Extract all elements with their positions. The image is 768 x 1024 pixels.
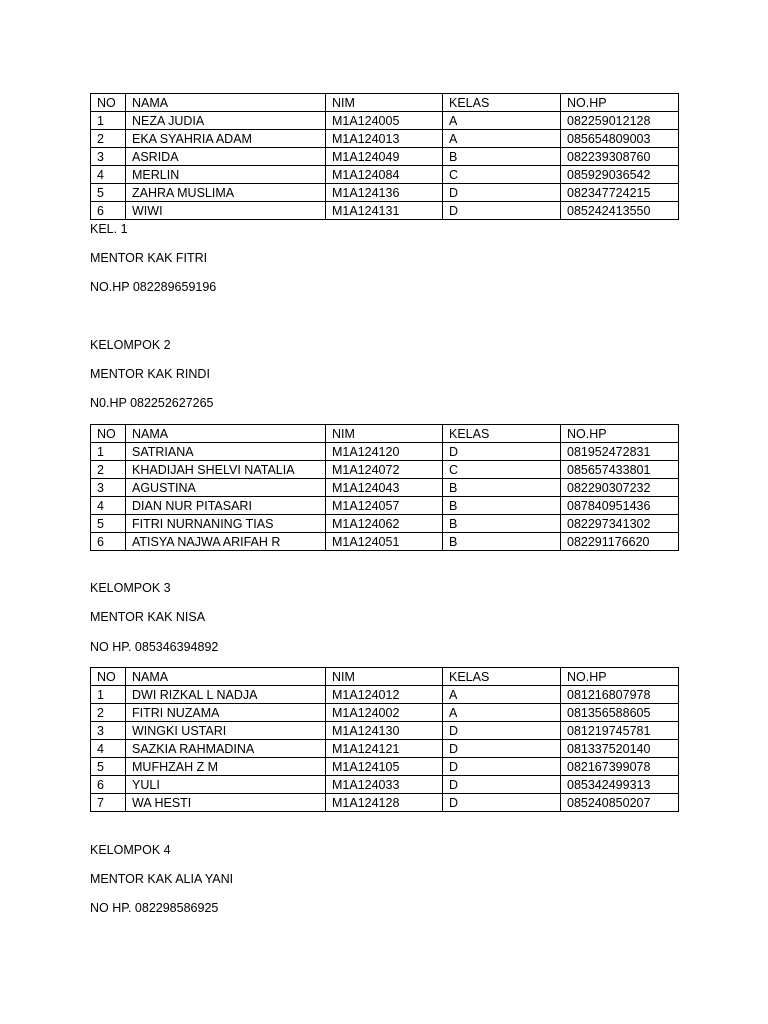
table-row <box>91 758 679 776</box>
table-row <box>91 184 679 202</box>
group-1-table <box>90 93 679 220</box>
nama-cell: KHADIJAH SHELVI NATALIA <box>126 461 326 479</box>
nama-cell: DWI RIZKAL L NADJA <box>126 686 326 704</box>
kelas-cell: B <box>443 515 561 533</box>
table-header-row <box>91 425 679 443</box>
group-3-table <box>90 667 679 812</box>
column-header-nohp: NO.HP <box>561 94 679 112</box>
nama-cell: YULI <box>126 776 326 794</box>
kelas-cell: D <box>443 758 561 776</box>
kelas-cell: B <box>443 148 561 166</box>
nohp-cell: 085242413550 <box>561 202 679 220</box>
group-1-phone: NO.HP 082289659196 <box>90 280 217 294</box>
nim-cell: M1A124105 <box>326 758 443 776</box>
column-header-nama: NAMA <box>126 668 326 686</box>
nim-cell: M1A124012 <box>326 686 443 704</box>
no-cell: 1 <box>91 443 126 461</box>
group-1-mentor: MENTOR KAK FITRI <box>90 251 208 265</box>
column-header-no: NO <box>91 94 126 112</box>
column-header-nim: NIM <box>326 94 443 112</box>
group-2-title: KELOMPOK 2 <box>90 338 171 352</box>
column-header-nama: NAMA <box>126 425 326 443</box>
column-header-no: NO <box>91 668 126 686</box>
nama-cell: DIAN NUR PITASARI <box>126 497 326 515</box>
nim-cell: M1A124049 <box>326 148 443 166</box>
table-row <box>91 130 679 148</box>
nim-cell: M1A124121 <box>326 740 443 758</box>
no-cell: 1 <box>91 686 126 704</box>
no-cell: 7 <box>91 794 126 812</box>
kelas-cell: D <box>443 443 561 461</box>
table-header-row <box>91 668 679 686</box>
table-row <box>91 479 679 497</box>
column-header-nim: NIM <box>326 668 443 686</box>
nim-cell: M1A124072 <box>326 461 443 479</box>
table-row <box>91 443 679 461</box>
nama-cell: WINGKI USTARI <box>126 722 326 740</box>
nama-cell: AGUSTINA <box>126 479 326 497</box>
kelas-cell: A <box>443 130 561 148</box>
column-header-kelas: KELAS <box>443 425 561 443</box>
table-row <box>91 148 679 166</box>
table-row <box>91 112 679 130</box>
group-3-mentor: MENTOR KAK NISA <box>90 610 206 624</box>
nama-cell: NEZA JUDIA <box>126 112 326 130</box>
no-cell: 2 <box>91 130 126 148</box>
kelas-cell: B <box>443 479 561 497</box>
nim-cell: M1A124033 <box>326 776 443 794</box>
nim-cell: M1A124084 <box>326 166 443 184</box>
nim-cell: M1A124131 <box>326 202 443 220</box>
no-cell: 3 <box>91 479 126 497</box>
nohp-cell: 081219745781 <box>561 722 679 740</box>
kelas-cell: D <box>443 776 561 794</box>
kelas-cell: A <box>443 112 561 130</box>
table-row <box>91 794 679 812</box>
group-2-phone: N0.HP 082252627265 <box>90 396 214 410</box>
column-header-nim: NIM <box>326 425 443 443</box>
kelas-cell: B <box>443 533 561 551</box>
table-row <box>91 704 679 722</box>
kelas-cell: A <box>443 686 561 704</box>
kelas-cell: C <box>443 461 561 479</box>
group-3-title: KELOMPOK 3 <box>90 581 171 595</box>
nohp-cell: 082291176620 <box>561 533 679 551</box>
nim-cell: M1A124128 <box>326 794 443 812</box>
group-3-phone: NO HP. 085346394892 <box>90 640 219 654</box>
column-header-nama: NAMA <box>126 94 326 112</box>
group-1-label: KEL. 1 <box>90 222 128 236</box>
group-4-title: KELOMPOK 4 <box>90 843 171 857</box>
nama-cell: EKA SYAHRIA ADAM <box>126 130 326 148</box>
group-4-phone: NO HP. 082298586925 <box>90 901 219 915</box>
no-cell: 6 <box>91 202 126 220</box>
column-header-nohp: NO.HP <box>561 668 679 686</box>
nama-cell: ATISYA NAJWA ARIFAH R <box>126 533 326 551</box>
nohp-cell: 082259012128 <box>561 112 679 130</box>
nim-cell: M1A124043 <box>326 479 443 497</box>
nohp-cell: 081216807978 <box>561 686 679 704</box>
no-cell: 3 <box>91 722 126 740</box>
nama-cell: FITRI NURNANING TIAS <box>126 515 326 533</box>
no-cell: 6 <box>91 776 126 794</box>
no-cell: 5 <box>91 515 126 533</box>
nim-cell: M1A124120 <box>326 443 443 461</box>
table-row <box>91 533 679 551</box>
nohp-cell: 082167399078 <box>561 758 679 776</box>
no-cell: 5 <box>91 758 126 776</box>
no-cell: 2 <box>91 704 126 722</box>
nama-cell: SAZKIA RAHMADINA <box>126 740 326 758</box>
nama-cell: SATRIANA <box>126 443 326 461</box>
table-row <box>91 686 679 704</box>
kelas-cell: D <box>443 794 561 812</box>
group-2-mentor: MENTOR KAK RINDI <box>90 367 210 381</box>
nim-cell: M1A124051 <box>326 533 443 551</box>
kelas-cell: A <box>443 704 561 722</box>
nim-cell: M1A124002 <box>326 704 443 722</box>
nohp-cell: 082239308760 <box>561 148 679 166</box>
column-header-kelas: KELAS <box>443 94 561 112</box>
nim-cell: M1A124062 <box>326 515 443 533</box>
no-cell: 5 <box>91 184 126 202</box>
column-header-nohp: NO.HP <box>561 425 679 443</box>
column-header-kelas: KELAS <box>443 668 561 686</box>
no-cell: 4 <box>91 166 126 184</box>
kelas-cell: D <box>443 184 561 202</box>
table-row <box>91 776 679 794</box>
nama-cell: ASRIDA <box>126 148 326 166</box>
kelas-cell: C <box>443 166 561 184</box>
column-header-no: NO <box>91 425 126 443</box>
nohp-cell: 081952472831 <box>561 443 679 461</box>
nohp-cell: 082290307232 <box>561 479 679 497</box>
table-row <box>91 461 679 479</box>
kelas-cell: D <box>443 202 561 220</box>
nohp-cell: 085929036542 <box>561 166 679 184</box>
nama-cell: MUFHZAH Z M <box>126 758 326 776</box>
nama-cell: WA HESTI <box>126 794 326 812</box>
kelas-cell: D <box>443 722 561 740</box>
nim-cell: M1A124130 <box>326 722 443 740</box>
no-cell: 4 <box>91 497 126 515</box>
kelas-cell: B <box>443 497 561 515</box>
nama-cell: WIWI <box>126 202 326 220</box>
nohp-cell: 085342499313 <box>561 776 679 794</box>
nama-cell: ZAHRA MUSLIMA <box>126 184 326 202</box>
nohp-cell: 082347724215 <box>561 184 679 202</box>
nohp-cell: 087840951436 <box>561 497 679 515</box>
no-cell: 4 <box>91 740 126 758</box>
nohp-cell: 085240850207 <box>561 794 679 812</box>
no-cell: 6 <box>91 533 126 551</box>
group-2-table <box>90 424 679 551</box>
nohp-cell: 085654809003 <box>561 130 679 148</box>
no-cell: 3 <box>91 148 126 166</box>
table-row <box>91 740 679 758</box>
table-row <box>91 202 679 220</box>
nohp-cell: 085657433801 <box>561 461 679 479</box>
table-row <box>91 166 679 184</box>
table-row <box>91 497 679 515</box>
nohp-cell: 082297341302 <box>561 515 679 533</box>
group-4-mentor: MENTOR KAK ALIA YANI <box>90 872 234 886</box>
nohp-cell: 081337520140 <box>561 740 679 758</box>
nim-cell: M1A124005 <box>326 112 443 130</box>
nohp-cell: 081356588605 <box>561 704 679 722</box>
no-cell: 1 <box>91 112 126 130</box>
nama-cell: FITRI NUZAMA <box>126 704 326 722</box>
table-header-row <box>91 94 679 112</box>
table-row <box>91 722 679 740</box>
nim-cell: M1A124136 <box>326 184 443 202</box>
nama-cell: MERLIN <box>126 166 326 184</box>
nim-cell: M1A124013 <box>326 130 443 148</box>
table-row <box>91 515 679 533</box>
kelas-cell: D <box>443 740 561 758</box>
no-cell: 2 <box>91 461 126 479</box>
nim-cell: M1A124057 <box>326 497 443 515</box>
